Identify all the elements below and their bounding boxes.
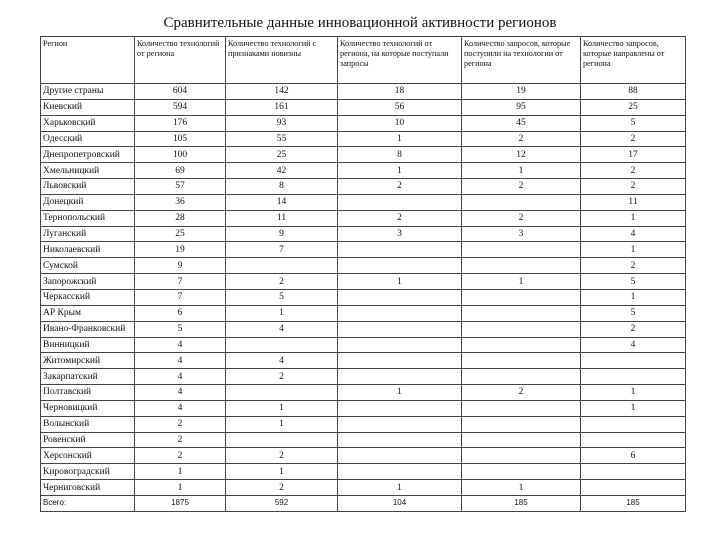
requests-sent-cell xyxy=(581,369,686,385)
novelty-cell: 42 xyxy=(226,163,338,179)
requests-received-cell xyxy=(462,242,581,258)
novelty-cell: 11 xyxy=(226,210,338,226)
region-name: Николаевский xyxy=(41,242,135,258)
technologies-cell: 100 xyxy=(135,147,226,163)
novelty-cell: 161 xyxy=(226,99,338,115)
table-row xyxy=(41,258,686,274)
requested-technologies-cell xyxy=(338,369,462,385)
region-name: Черновицкий xyxy=(41,400,135,416)
novelty-cell: 2 xyxy=(226,274,338,290)
region-name: Львовский xyxy=(41,179,135,195)
table-header-row xyxy=(41,37,686,84)
novelty-cell: 55 xyxy=(226,131,338,147)
table-row xyxy=(41,84,686,100)
novelty-cell: 1 xyxy=(226,464,338,480)
technologies-cell: 19 xyxy=(135,242,226,258)
table-row xyxy=(41,432,686,448)
requests-received-cell xyxy=(462,416,581,432)
table-row xyxy=(41,480,686,496)
novelty-cell: 1 xyxy=(226,305,338,321)
technologies-cell: 176 xyxy=(135,115,226,131)
region-name: Херсонский xyxy=(41,448,135,464)
region-name: Другие страны xyxy=(41,84,135,100)
requested-technologies-cell xyxy=(338,416,462,432)
novelty-cell: 4 xyxy=(226,321,338,337)
technologies-cell: 9 xyxy=(135,258,226,274)
requested-technologies-cell xyxy=(338,448,462,464)
requests-received-cell xyxy=(462,337,581,353)
region-name: Волынский xyxy=(41,416,135,432)
requests-received-cell: 2 xyxy=(462,210,581,226)
novelty-cell: 142 xyxy=(226,84,338,100)
region-name: Луганский xyxy=(41,226,135,242)
table-row xyxy=(41,416,686,432)
requested-technologies-cell xyxy=(338,321,462,337)
requests-sent-cell xyxy=(581,464,686,480)
requested-technologies-cell: 18 xyxy=(338,84,462,100)
requests-received-cell: 12 xyxy=(462,147,581,163)
technologies-cell: 36 xyxy=(135,194,226,210)
requests-sent-cell xyxy=(581,432,686,448)
region-name: Черниговский xyxy=(41,480,135,496)
region-name: Хмельницкий xyxy=(41,163,135,179)
table-row xyxy=(41,147,686,163)
requests-received-cell xyxy=(462,289,581,305)
novelty-cell: 25 xyxy=(226,147,338,163)
requested-technologies-cell: 56 xyxy=(338,99,462,115)
requests-received-cell: 1 xyxy=(462,163,581,179)
region-name: Киевский xyxy=(41,99,135,115)
region-name: АР Крым xyxy=(41,305,135,321)
requested-technologies-cell: 2 xyxy=(338,179,462,195)
requests-sent-cell: 88 xyxy=(581,84,686,100)
technologies-cell: 4 xyxy=(135,385,226,401)
total-value: 104 xyxy=(338,495,462,511)
region-name: Кировоградский xyxy=(41,464,135,480)
table-row xyxy=(41,115,686,131)
technologies-cell: 2 xyxy=(135,432,226,448)
requests-sent-cell: 1 xyxy=(581,385,686,401)
requests-sent-cell: 4 xyxy=(581,226,686,242)
requests-sent-cell xyxy=(581,353,686,369)
novelty-cell: 7 xyxy=(226,242,338,258)
region-name: Одесский xyxy=(41,131,135,147)
technologies-cell: 7 xyxy=(135,274,226,290)
requests-sent-cell: 2 xyxy=(581,321,686,337)
total-row xyxy=(41,495,686,511)
requests-received-cell: 3 xyxy=(462,226,581,242)
technologies-cell: 25 xyxy=(135,226,226,242)
requests-sent-cell xyxy=(581,480,686,496)
table-row xyxy=(41,194,686,210)
requested-technologies-cell xyxy=(338,353,462,369)
table-row xyxy=(41,242,686,258)
technologies-cell: 4 xyxy=(135,353,226,369)
table-row xyxy=(41,226,686,242)
novelty-cell: 5 xyxy=(226,289,338,305)
novelty-cell: 1 xyxy=(226,400,338,416)
technologies-cell: 5 xyxy=(135,321,226,337)
technologies-cell: 594 xyxy=(135,99,226,115)
technologies-cell: 4 xyxy=(135,400,226,416)
region-name: Черкасский xyxy=(41,289,135,305)
requests-received-cell xyxy=(462,400,581,416)
total-label: Всего: xyxy=(41,495,135,511)
technologies-cell: 7 xyxy=(135,289,226,305)
technologies-cell: 4 xyxy=(135,369,226,385)
requests-received-cell: 19 xyxy=(462,84,581,100)
requests-received-cell xyxy=(462,464,581,480)
novelty-cell: 2 xyxy=(226,369,338,385)
technologies-cell: 4 xyxy=(135,337,226,353)
requests-sent-cell: 1 xyxy=(581,289,686,305)
novelty-cell xyxy=(226,432,338,448)
novelty-cell: 4 xyxy=(226,353,338,369)
table-row xyxy=(41,321,686,337)
total-value: 185 xyxy=(581,495,686,511)
region-name: Харьковский xyxy=(41,115,135,131)
table-row xyxy=(41,99,686,115)
requests-sent-cell: 6 xyxy=(581,448,686,464)
page-title: Сравнительные данные инновационной активности регионов xyxy=(163,15,557,31)
region-name: Житомирский xyxy=(41,353,135,369)
requests-sent-cell: 5 xyxy=(581,274,686,290)
technologies-cell: 6 xyxy=(135,305,226,321)
novelty-cell xyxy=(226,337,338,353)
technologies-cell: 28 xyxy=(135,210,226,226)
requested-technologies-cell xyxy=(338,194,462,210)
novelty-cell: 2 xyxy=(226,448,338,464)
requested-technologies-cell xyxy=(338,400,462,416)
novelty-cell xyxy=(226,385,338,401)
requested-technologies-cell: 1 xyxy=(338,385,462,401)
region-name: Винницкий xyxy=(41,337,135,353)
requests-sent-cell: 2 xyxy=(581,258,686,274)
region-name: Ровенский xyxy=(41,432,135,448)
requests-received-cell: 95 xyxy=(462,99,581,115)
requests-sent-cell: 2 xyxy=(581,163,686,179)
table-row xyxy=(41,305,686,321)
table-body xyxy=(41,84,686,512)
novelty-cell: 93 xyxy=(226,115,338,131)
total-value: 592 xyxy=(226,495,338,511)
table-row xyxy=(41,163,686,179)
requests-received-cell: 1 xyxy=(462,480,581,496)
novelty-cell: 2 xyxy=(226,480,338,496)
region-name: Сумской xyxy=(41,258,135,274)
table-row xyxy=(41,131,686,147)
region-name: Полтавский xyxy=(41,385,135,401)
table-row xyxy=(41,289,686,305)
requested-technologies-cell xyxy=(338,258,462,274)
table-row xyxy=(41,369,686,385)
novelty-cell: 14 xyxy=(226,194,338,210)
region-name: Ивано-Франковский xyxy=(41,321,135,337)
table-row xyxy=(41,448,686,464)
requests-sent-cell: 17 xyxy=(581,147,686,163)
requests-sent-cell: 4 xyxy=(581,337,686,353)
requests-sent-cell: 2 xyxy=(581,131,686,147)
requests-received-cell xyxy=(462,432,581,448)
total-value: 185 xyxy=(462,495,581,511)
technologies-cell: 57 xyxy=(135,179,226,195)
table-row xyxy=(41,179,686,195)
header-novelty: Количество технологий с признаками новизны xyxy=(226,37,338,84)
requests-sent-cell: 5 xyxy=(581,305,686,321)
requested-technologies-cell xyxy=(338,464,462,480)
requests-sent-cell: 2 xyxy=(581,179,686,195)
novelty-cell: 1 xyxy=(226,416,338,432)
requests-received-cell: 2 xyxy=(462,131,581,147)
novelty-cell: 8 xyxy=(226,179,338,195)
header-requested-technologies: Количество технологий от региона, на которые поступали запросы xyxy=(338,37,462,84)
header-region: Регион xyxy=(41,37,135,84)
table-row xyxy=(41,337,686,353)
requests-sent-cell: 1 xyxy=(581,210,686,226)
table-row xyxy=(41,400,686,416)
requested-technologies-cell xyxy=(338,432,462,448)
requests-received-cell xyxy=(462,353,581,369)
technologies-cell: 2 xyxy=(135,448,226,464)
header-requests-sent: Количество запросов, которые направлены от региона xyxy=(581,37,686,84)
regions-table xyxy=(40,36,686,512)
requested-technologies-cell xyxy=(338,305,462,321)
requests-sent-cell: 1 xyxy=(581,400,686,416)
header-requests-received: Количество запросов, которые поступили на технологии от региона xyxy=(462,37,581,84)
requests-received-cell xyxy=(462,305,581,321)
requested-technologies-cell xyxy=(338,242,462,258)
requests-received-cell xyxy=(462,448,581,464)
requests-received-cell: 2 xyxy=(462,179,581,195)
requested-technologies-cell xyxy=(338,289,462,305)
requests-sent-cell xyxy=(581,416,686,432)
requested-technologies-cell: 1 xyxy=(338,274,462,290)
requests-received-cell: 2 xyxy=(462,385,581,401)
region-name: Тернопольский xyxy=(41,210,135,226)
requests-received-cell: 1 xyxy=(462,274,581,290)
novelty-cell: 9 xyxy=(226,226,338,242)
requested-technologies-cell: 2 xyxy=(338,210,462,226)
table-row xyxy=(41,353,686,369)
requested-technologies-cell: 1 xyxy=(338,163,462,179)
table-row xyxy=(41,274,686,290)
region-name: Запорожский xyxy=(41,274,135,290)
technologies-cell: 1 xyxy=(135,480,226,496)
requested-technologies-cell xyxy=(338,337,462,353)
technologies-cell: 69 xyxy=(135,163,226,179)
total-value: 1875 xyxy=(135,495,226,511)
requested-technologies-cell: 3 xyxy=(338,226,462,242)
requested-technologies-cell: 8 xyxy=(338,147,462,163)
requests-received-cell xyxy=(462,258,581,274)
technologies-cell: 2 xyxy=(135,416,226,432)
requests-received-cell xyxy=(462,321,581,337)
requested-technologies-cell: 1 xyxy=(338,131,462,147)
technologies-cell: 1 xyxy=(135,464,226,480)
table-row xyxy=(41,385,686,401)
technologies-cell: 604 xyxy=(135,84,226,100)
requests-sent-cell: 11 xyxy=(581,194,686,210)
technologies-cell: 105 xyxy=(135,131,226,147)
requested-technologies-cell: 1 xyxy=(338,480,462,496)
requests-received-cell: 45 xyxy=(462,115,581,131)
requests-sent-cell: 5 xyxy=(581,115,686,131)
region-name: Донецкий xyxy=(41,194,135,210)
region-name: Закарпатский xyxy=(41,369,135,385)
header-technologies: Количество технологий от региона xyxy=(135,37,226,84)
requested-technologies-cell: 10 xyxy=(338,115,462,131)
table-row xyxy=(41,210,686,226)
requests-sent-cell: 1 xyxy=(581,242,686,258)
table-row xyxy=(41,464,686,480)
requests-received-cell xyxy=(462,369,581,385)
requests-sent-cell: 25 xyxy=(581,99,686,115)
novelty-cell xyxy=(226,258,338,274)
requests-received-cell xyxy=(462,194,581,210)
region-name: Днепропетровский xyxy=(41,147,135,163)
